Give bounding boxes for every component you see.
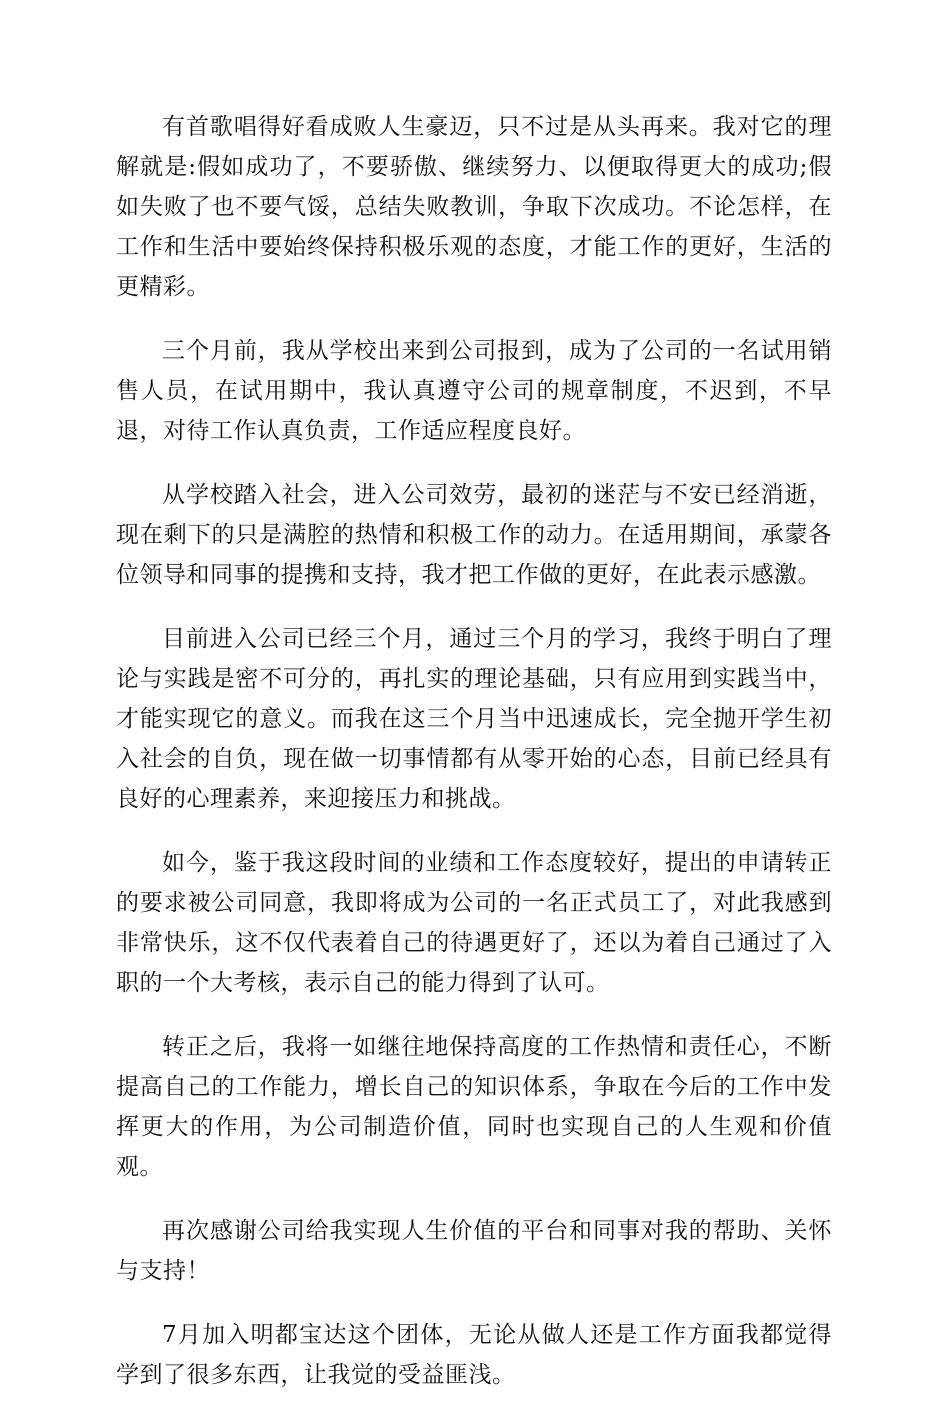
paragraph-8: 7月加入明都宝达这个团体，无论从做人还是工作方面我都觉得学到了很多东西，让我觉的受益匪浅。 [116,1322,832,1388]
document-body [116,107,832,1419]
paragraph-2: 三个月前，我从学校出来到公司报到，成为了公司的一名试用销售人员，在试用期中，我认真遵守公司的规章制度，不迟到，不早退，对待工作认真负责，工作适应程度良好。 [116,338,832,444]
paragraph-4: 目前进入公司已经三个月，通过三个月的学习，我终于明白了理论与实践是密不可分的，再扎实的理论基础，只有应用到实践当中，才能实现它的意义。而我在这三个月当中迅速成长，完全抛开学生初入社会的自负，现在做一切事情都有从零开始的心态，目前已经具有良好的心理素养，来迎接压力和挑战。 [116,626,832,812]
paragraph-6: 转正之后，我将一如继往地保持高度的工作热情和责任心，不断提高自己的工作能力，增长自己的知识体系，争取在今后的工作中发挥更大的作用，为公司制造价值，同时也实现自己的人生观和价值观。 [116,1034,832,1180]
paragraph-3: 从学校踏入社会，进入公司效劳，最初的迷茫与不安已经消逝，现在剩下的只是满腔的热情和积极工作的动力。在适用期间，承蒙各位领导和同事的提携和支持，我才把工作做的更好，在此表示感激。 [116,482,832,588]
paragraph-5: 如今，鉴于我这段时间的业绩和工作态度较好，提出的申请转正的要求被公司同意，我即将成为公司的一名正式员工了，对此我感到非常快乐，这不仅代表着自己的待遇更好了，还以为着自己通过了入职的一个大考核，表示自己的能力得到了认可。 [116,850,832,996]
paragraph-7: 再次感谢公司给我实现人生价值的平台和同事对我的帮助、关怀与支持！ [116,1218,832,1284]
paragraph-1: 有首歌唱得好看成败人生豪迈，只不过是从头再来。我对它的理解就是:假如成功了，不要骄傲、继续努力、以便取得更大的成功;假如失败了也不要气馁，总结失败教训，争取下次成功。不论怎样，在工作和生活中要始终保持积极乐观的态度，才能工作的更好，生活的更精彩。 [116,114,832,300]
